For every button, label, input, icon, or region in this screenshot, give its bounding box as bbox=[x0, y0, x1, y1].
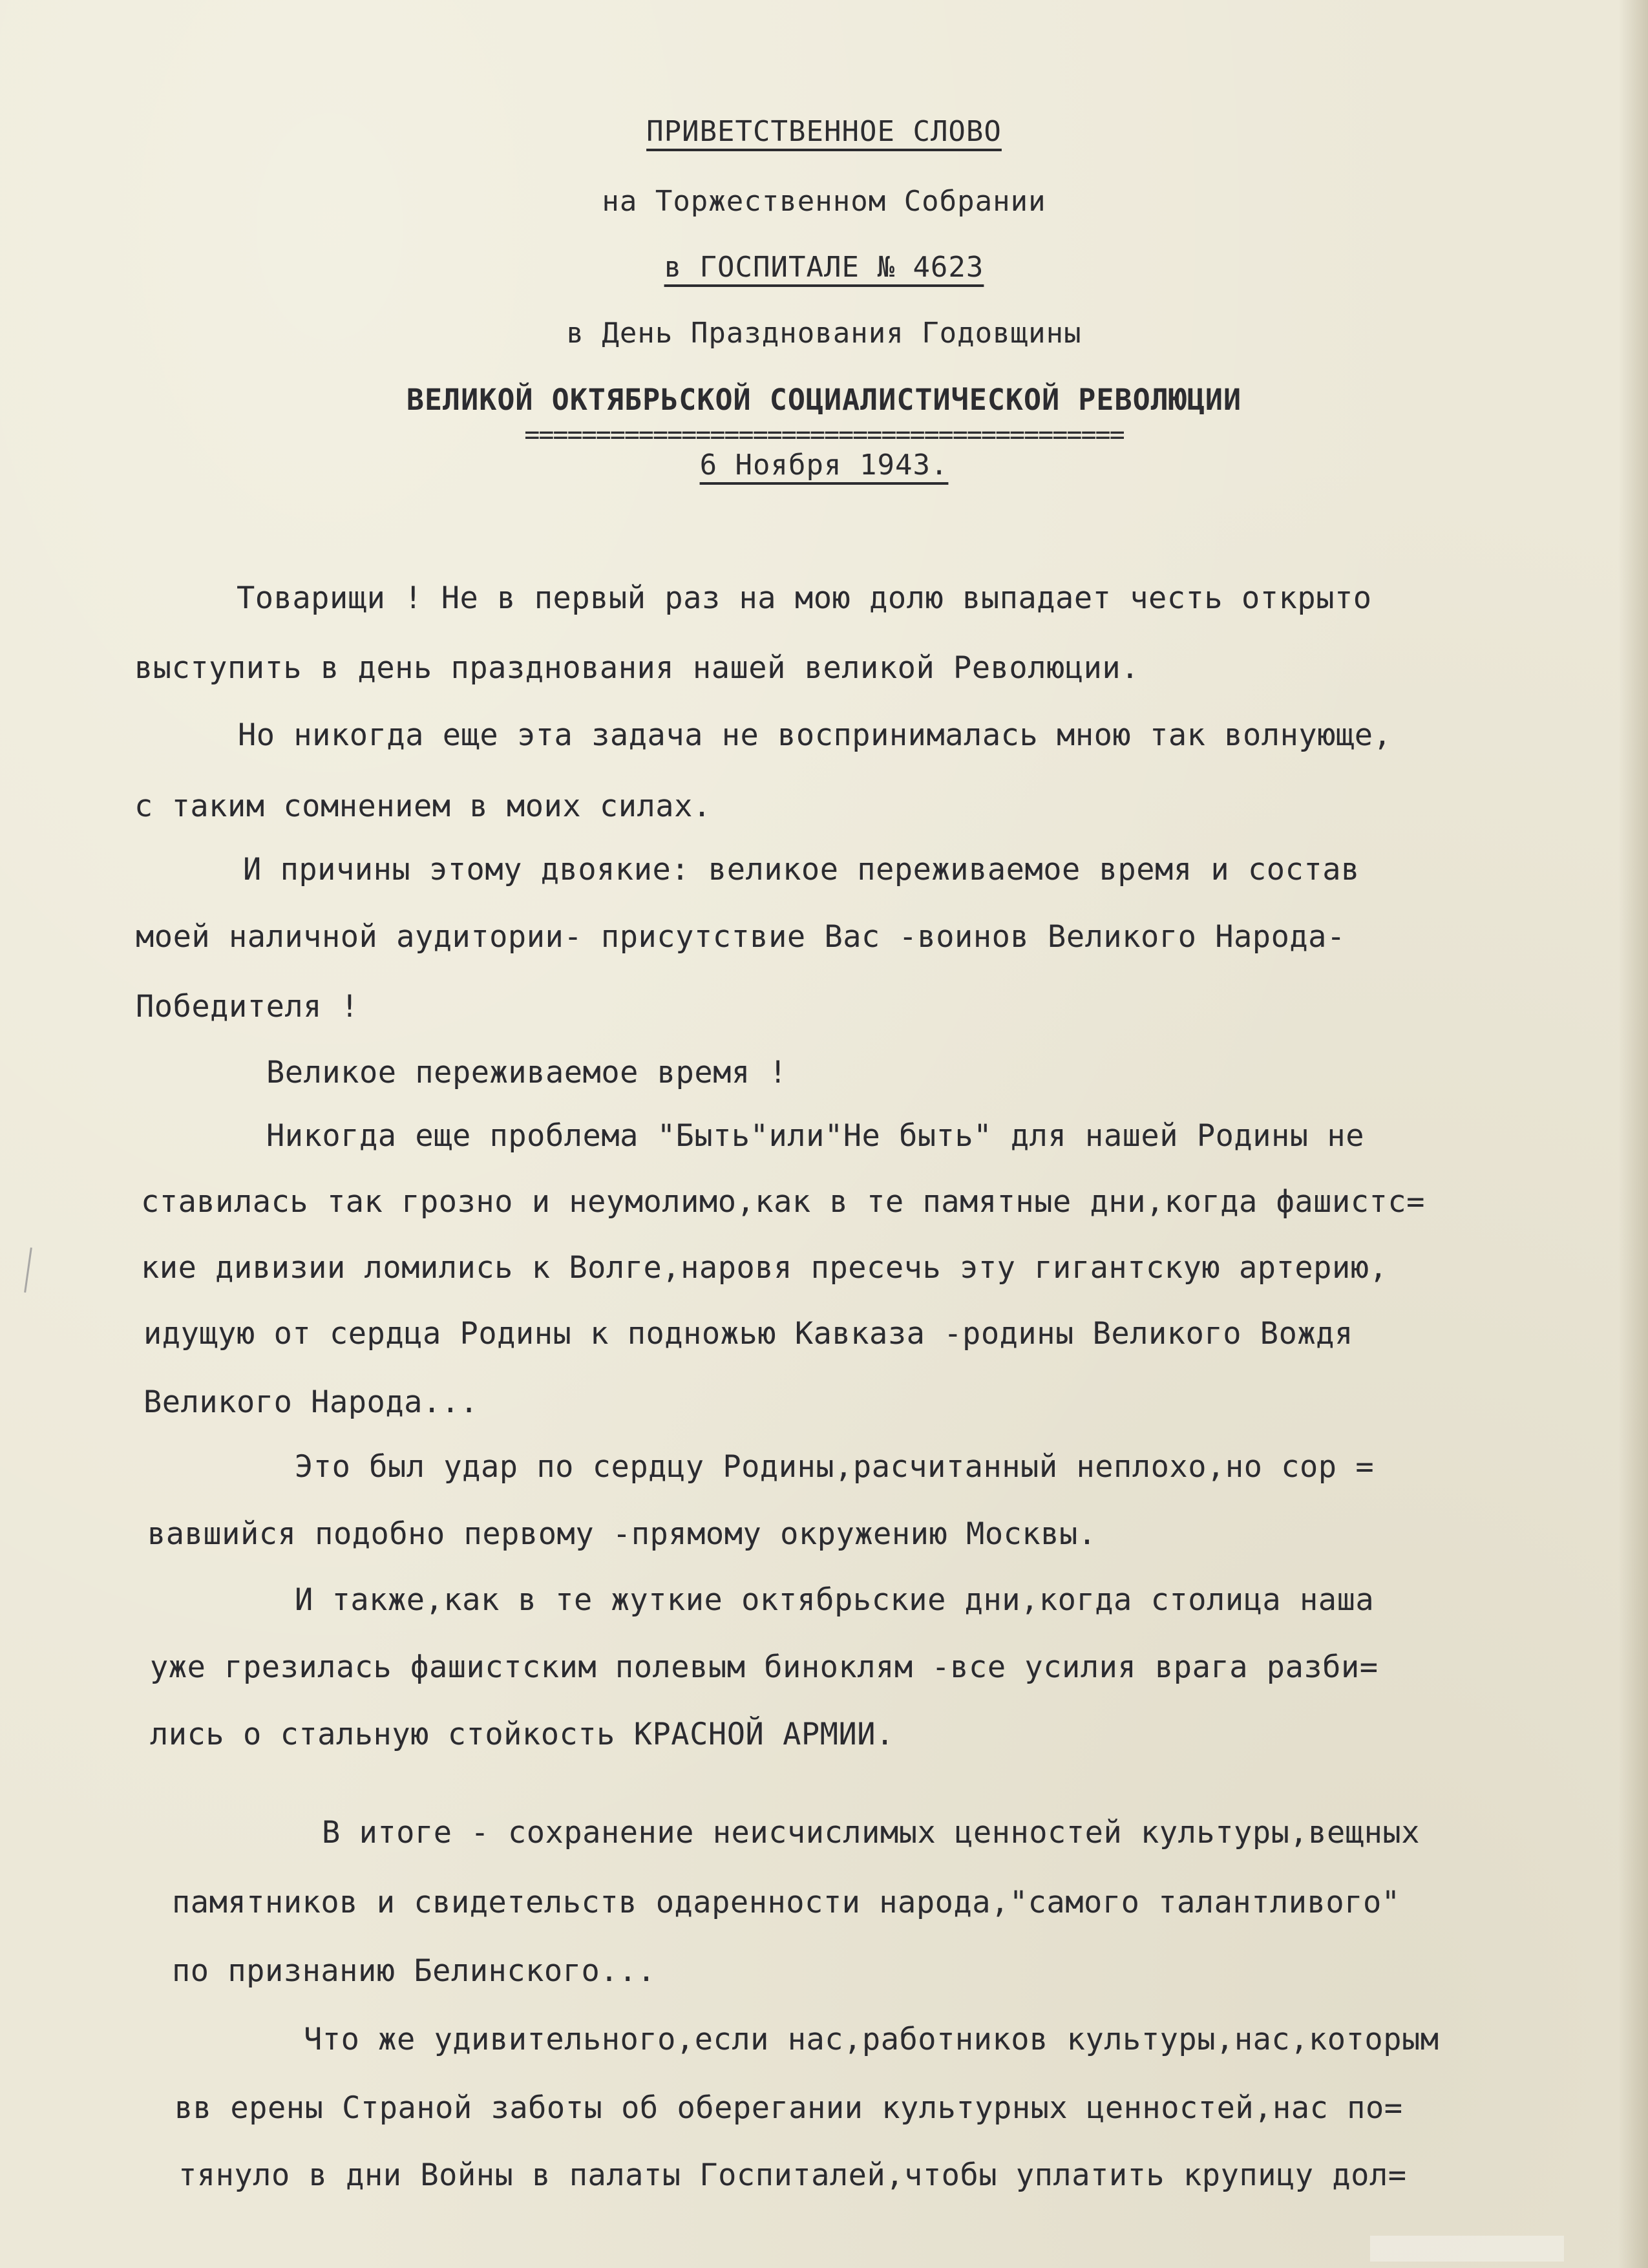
body-line-19: В итоге - сохранение неисчислимых ценностей культуры,вещных bbox=[322, 1815, 1420, 1850]
body-line-5: И причины этому двоякие: великое переживаемое время и состав bbox=[243, 852, 1360, 887]
body-line-11: кие дивизии ломились к Волге,наровя пресечь эту гигантскую артерию, bbox=[141, 1250, 1388, 1286]
body-line-7: Победителя ! bbox=[136, 989, 359, 1024]
body-line-6: моей наличной аудитории- присутствие Вас -воинов Великого Народа- bbox=[136, 919, 1346, 955]
body-line-8: Великое переживаемое время ! bbox=[266, 1055, 788, 1090]
heading-title bbox=[0, 115, 1648, 148]
heading-title-text: ПРИВЕТСТВЕННОЕ СЛОВО bbox=[646, 115, 1002, 148]
heading-date: 6 Ноября 1943. bbox=[699, 449, 949, 482]
heading-separator: ========================================== bbox=[524, 420, 1124, 450]
body-line-21: по признанию Белинского... bbox=[172, 1953, 656, 1989]
body-line-18: лись о стальную стойкость КРАСНОЙ АРМИИ. bbox=[150, 1717, 894, 1752]
body-line-17: уже грезилась фашистским полевым биноклям -все усилия врага разби= bbox=[150, 1649, 1379, 1685]
body-line-13: Великого Народа... bbox=[143, 1384, 479, 1420]
heading-occasion: на Торжественном Собрании bbox=[602, 185, 1046, 218]
body-line-15: вавшийся подобно первому -прямому окружению Москвы. bbox=[147, 1516, 1097, 1552]
paper-wear-mark bbox=[1370, 2236, 1564, 2262]
body-line-3: Но никогда еще эта задача не воспринималась мною так волнующе, bbox=[238, 717, 1392, 753]
body-line-20: памятников и свидетельств одаренности народа,"самого талантливого" bbox=[172, 1885, 1400, 1920]
body-line-14: Это был удар по сердцу Родины,расчитанный неплохо,но сор = bbox=[295, 1449, 1375, 1485]
body-line-10: ставилась так грозно и неумолимо,как в те памятные дни,когда фашистс= bbox=[141, 1184, 1425, 1220]
body-line-22: Что же удивительного,если нас,работников культуры,нас,которым bbox=[304, 2022, 1439, 2057]
body-line-23: вв ерены Страной заботы об оберегании культурных ценностей,нас по= bbox=[174, 2090, 1403, 2126]
pencil-mark bbox=[24, 1247, 32, 1293]
body-line-24: тянуло в дни Войны в палаты Госпиталей,чтобы уплатить крупицу дол= bbox=[178, 2157, 1407, 2193]
heading-hospital: в ГОСПИТАЛЕ № 4623 bbox=[664, 251, 984, 284]
heading-celebration: в День Празднования Годовщины bbox=[566, 317, 1082, 350]
heading-revolution: ВЕЛИКОЙ ОКТЯБРЬСКОЙ СОЦИАЛИСТИЧЕСКОЙ РЕВОЛЮЦИИ bbox=[406, 383, 1242, 417]
body-line-4: с таким сомнением в моих силах. bbox=[134, 789, 712, 824]
body-line-1: Товарищи ! Не в первый раз на мою долю выпадает честь открыто bbox=[237, 580, 1372, 616]
body-line-12: идущую от сердца Родины к подножью Кавказа -родины Великого Вождя bbox=[143, 1316, 1353, 1351]
body-line-2: выступить в день празднования нашей великой Революции. bbox=[134, 650, 1140, 686]
body-line-16: И также,как в те жуткие октябрьские дни,когда столица наша bbox=[295, 1582, 1375, 1618]
body-line-9: Никогда еще проблема "Быть"или"Не быть" для нашей Родины не bbox=[266, 1118, 1364, 1154]
